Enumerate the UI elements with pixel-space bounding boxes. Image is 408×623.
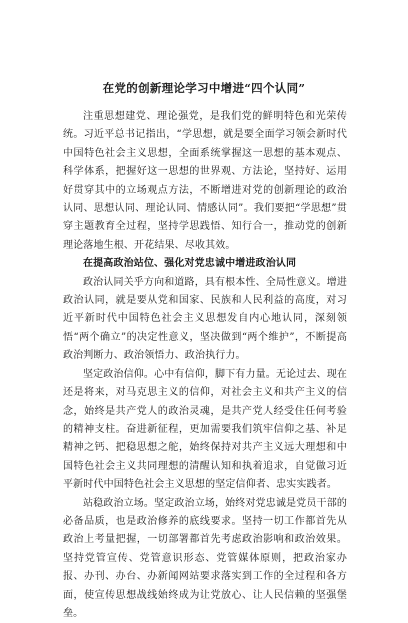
document-body: [63, 108, 347, 623]
intro-paragraph: 注重思想建党、理论强党，是我们党的鲜明特色和光荣传统。习近平总书记指出，“学思想，就是要全面学习领会新时代中国特色社会主义思想，全面系统掌握这一思想的基本观点、科学体系，把握好这一思想的世界观、方法论，坚持好、运用好贯穿其中的立场观点方法，不断增进对党的创新理论的政治认同、思想认同、理论认同、情感认同”。我们要把“学思想”贯穿主题教育全过程，坚持学思践悟、知行合一，推动党的创新理论落地生根、开花结果、尽收其效。: [63, 111, 347, 251]
section-paragraph: 站稳政治立场。坚定政治立场，始终对党忠诚是党员干部的必备品质，也是政治修养的底线要求。坚持一切工作都首先从政治上考量把握，一切部署都首先考虑政治影响和政治效果。坚持党管宣传、党管意识形态、党管媒体原则，把政治家办报、办刊、办台、办新闻网站要求落实到工作的全过程和各方面，使宣传思想战线始终成为让党放心、让人民信赖的坚强堡垒。: [63, 497, 347, 619]
section-paragraph: 政治认同关乎方向和道路，具有根本性、全局性意义。增进政治认同，就是要从党和国家、民族和人民利益的高度，对习近平新时代中国特色社会主义思想发自内心地认同，深刻领悟“两个确立”的决定性意义，坚决做到“两个维护”，不断提高政治判断力、政治领悟力、政治执行力。: [63, 276, 347, 362]
section-paragraph: 坚定政治信仰。心中有信仰，脚下有力量。无论过去、现在还是将来，对马克思主义的信仰，对社会主义和共产主义的信念，始终是共产党人的政治灵魂，是共产党人经受住任何考验的精神支柱。奋进新征程，更加需要我们筑牢信仰之基、补足精神之钙、把稳思想之舵，始终保持对共产主义远大理想和中国特色社会主义共同理想的清醒认知和执着追求，自觉做习近平新时代中国特色社会主义思想的坚定信仰者、忠实实践者。: [63, 368, 347, 491]
section-heading: 在提高政治站位、强化对党忠诚中增进政治认同: [83, 258, 297, 270]
page-title: 在党的创新理论学习中增进“四个认同”: [102, 81, 306, 95]
